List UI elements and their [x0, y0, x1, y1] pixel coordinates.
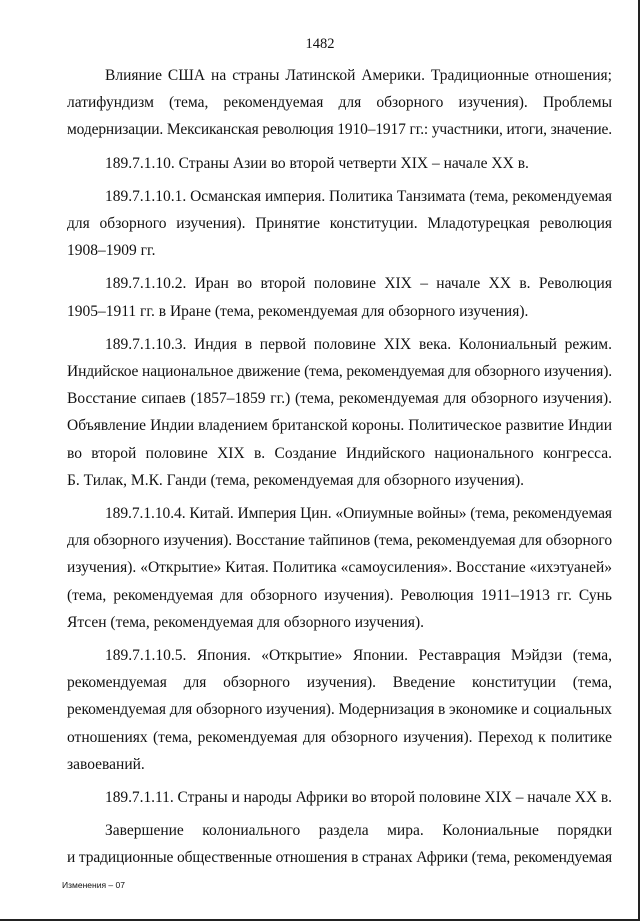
paragraph	[67, 62, 612, 144]
text-line: латифундизм (тема, рекомендуемая для обзорного изучения). Проблемы	[67, 94, 612, 112]
text-line: и традиционные общественные отношения в странах Африки (тема, рекомендуемая	[67, 849, 612, 867]
text-line: 1908–1909 гг.	[67, 242, 156, 260]
text-line: Восстание сипаев (1857–1859 гг.) (тема, рекомендуемая для обзорного изучения).	[67, 390, 612, 408]
paragraph	[67, 270, 612, 324]
text-line: Объявление Индии владением британской короны. Политическое развитие Индии	[67, 417, 612, 435]
text-line: Индийское национальное движение (тема, рекомендуемая для обзорного изучения).	[67, 363, 612, 381]
document-body	[67, 62, 612, 878]
text-line: Завершение колониального раздела мира. Колониальные порядки	[105, 822, 612, 840]
text-line: во второй половине XIX в. Создание Индийского национального конгресса.	[67, 444, 612, 462]
text-line: 189.7.1.10.5. Япония. «Открытие» Японии. Реставрация Мэйдзи (тема,	[105, 647, 612, 665]
text-line: Ятсен (тема, рекомендуемая для обзорного изучения).	[67, 613, 424, 631]
text-line: Влияние США на страны Латинской Америки. Традиционные отношения;	[105, 67, 612, 84]
paragraph	[67, 183, 612, 265]
paragraph	[67, 784, 612, 811]
paragraph	[67, 642, 612, 778]
text-line: Б. Тилак, М.К. Ганди (тема, рекомендуемая для обзорного изучения).	[67, 471, 525, 489]
text-line: (тема, рекомендуемая для обзорного изучения). Революция 1911–1913 гг. Сунь	[67, 586, 612, 604]
text-line: для обзорного изучения). Восстание тайпинов (тема, рекомендуемая для обзорного	[67, 532, 612, 550]
text-line: рекомендуемая для обзорного изучения). Модернизация в экономике и социальных	[67, 701, 612, 719]
page-footer: Изменения – 07	[62, 880, 125, 890]
text-line: 189.7.1.10.1. Османская империя. Политика Танзимата (тема, рекомендуемая	[105, 187, 612, 205]
paragraph	[67, 331, 612, 494]
text-line: 189.7.1.10.2. Иран во второй половине XIX – начале XX в. Революция	[105, 275, 612, 293]
text-line: модернизации. Мексиканская революция 1910–1917 гг.: участники, итоги, значение.	[67, 121, 613, 139]
paragraph	[67, 150, 612, 177]
text-line: 189.7.1.11. Страны и народы Африки во второй половине XIX – начале XX в.	[105, 789, 612, 807]
text-line: отношениях (тема, рекомендуемая для обзорного изучения). Переход к политике	[67, 728, 612, 746]
page-number: 1482	[305, 36, 335, 52]
text-line: изучения). «Открытие» Китая. Политика «самоусиления». Восстание «ихэтуаней»	[67, 559, 612, 577]
text-line: 189.7.1.10.4. Китай. Империя Цин. «Опиумные войны» (тема, рекомендуемая	[105, 505, 612, 523]
text-line: для обзорного изучения). Принятие конституции. Младотурецкая революция	[67, 215, 612, 233]
paragraph	[67, 500, 612, 636]
text-line: 1905–1911 гг. в Иране (тема, рекомендуемая для обзорного изучения).	[67, 302, 529, 320]
text-line: 189.7.1.10.3. Индия в первой половине XIX века. Колониальный режим.	[105, 335, 612, 353]
text-line: рекомендуемая для обзорного изучения). Введение конституции (тема,	[67, 674, 612, 692]
text-line: 189.7.1.10. Страны Азии во второй четверти XIX – начале XX в.	[105, 154, 529, 172]
text-line: завоеваний.	[67, 755, 145, 773]
paragraph	[67, 817, 612, 871]
